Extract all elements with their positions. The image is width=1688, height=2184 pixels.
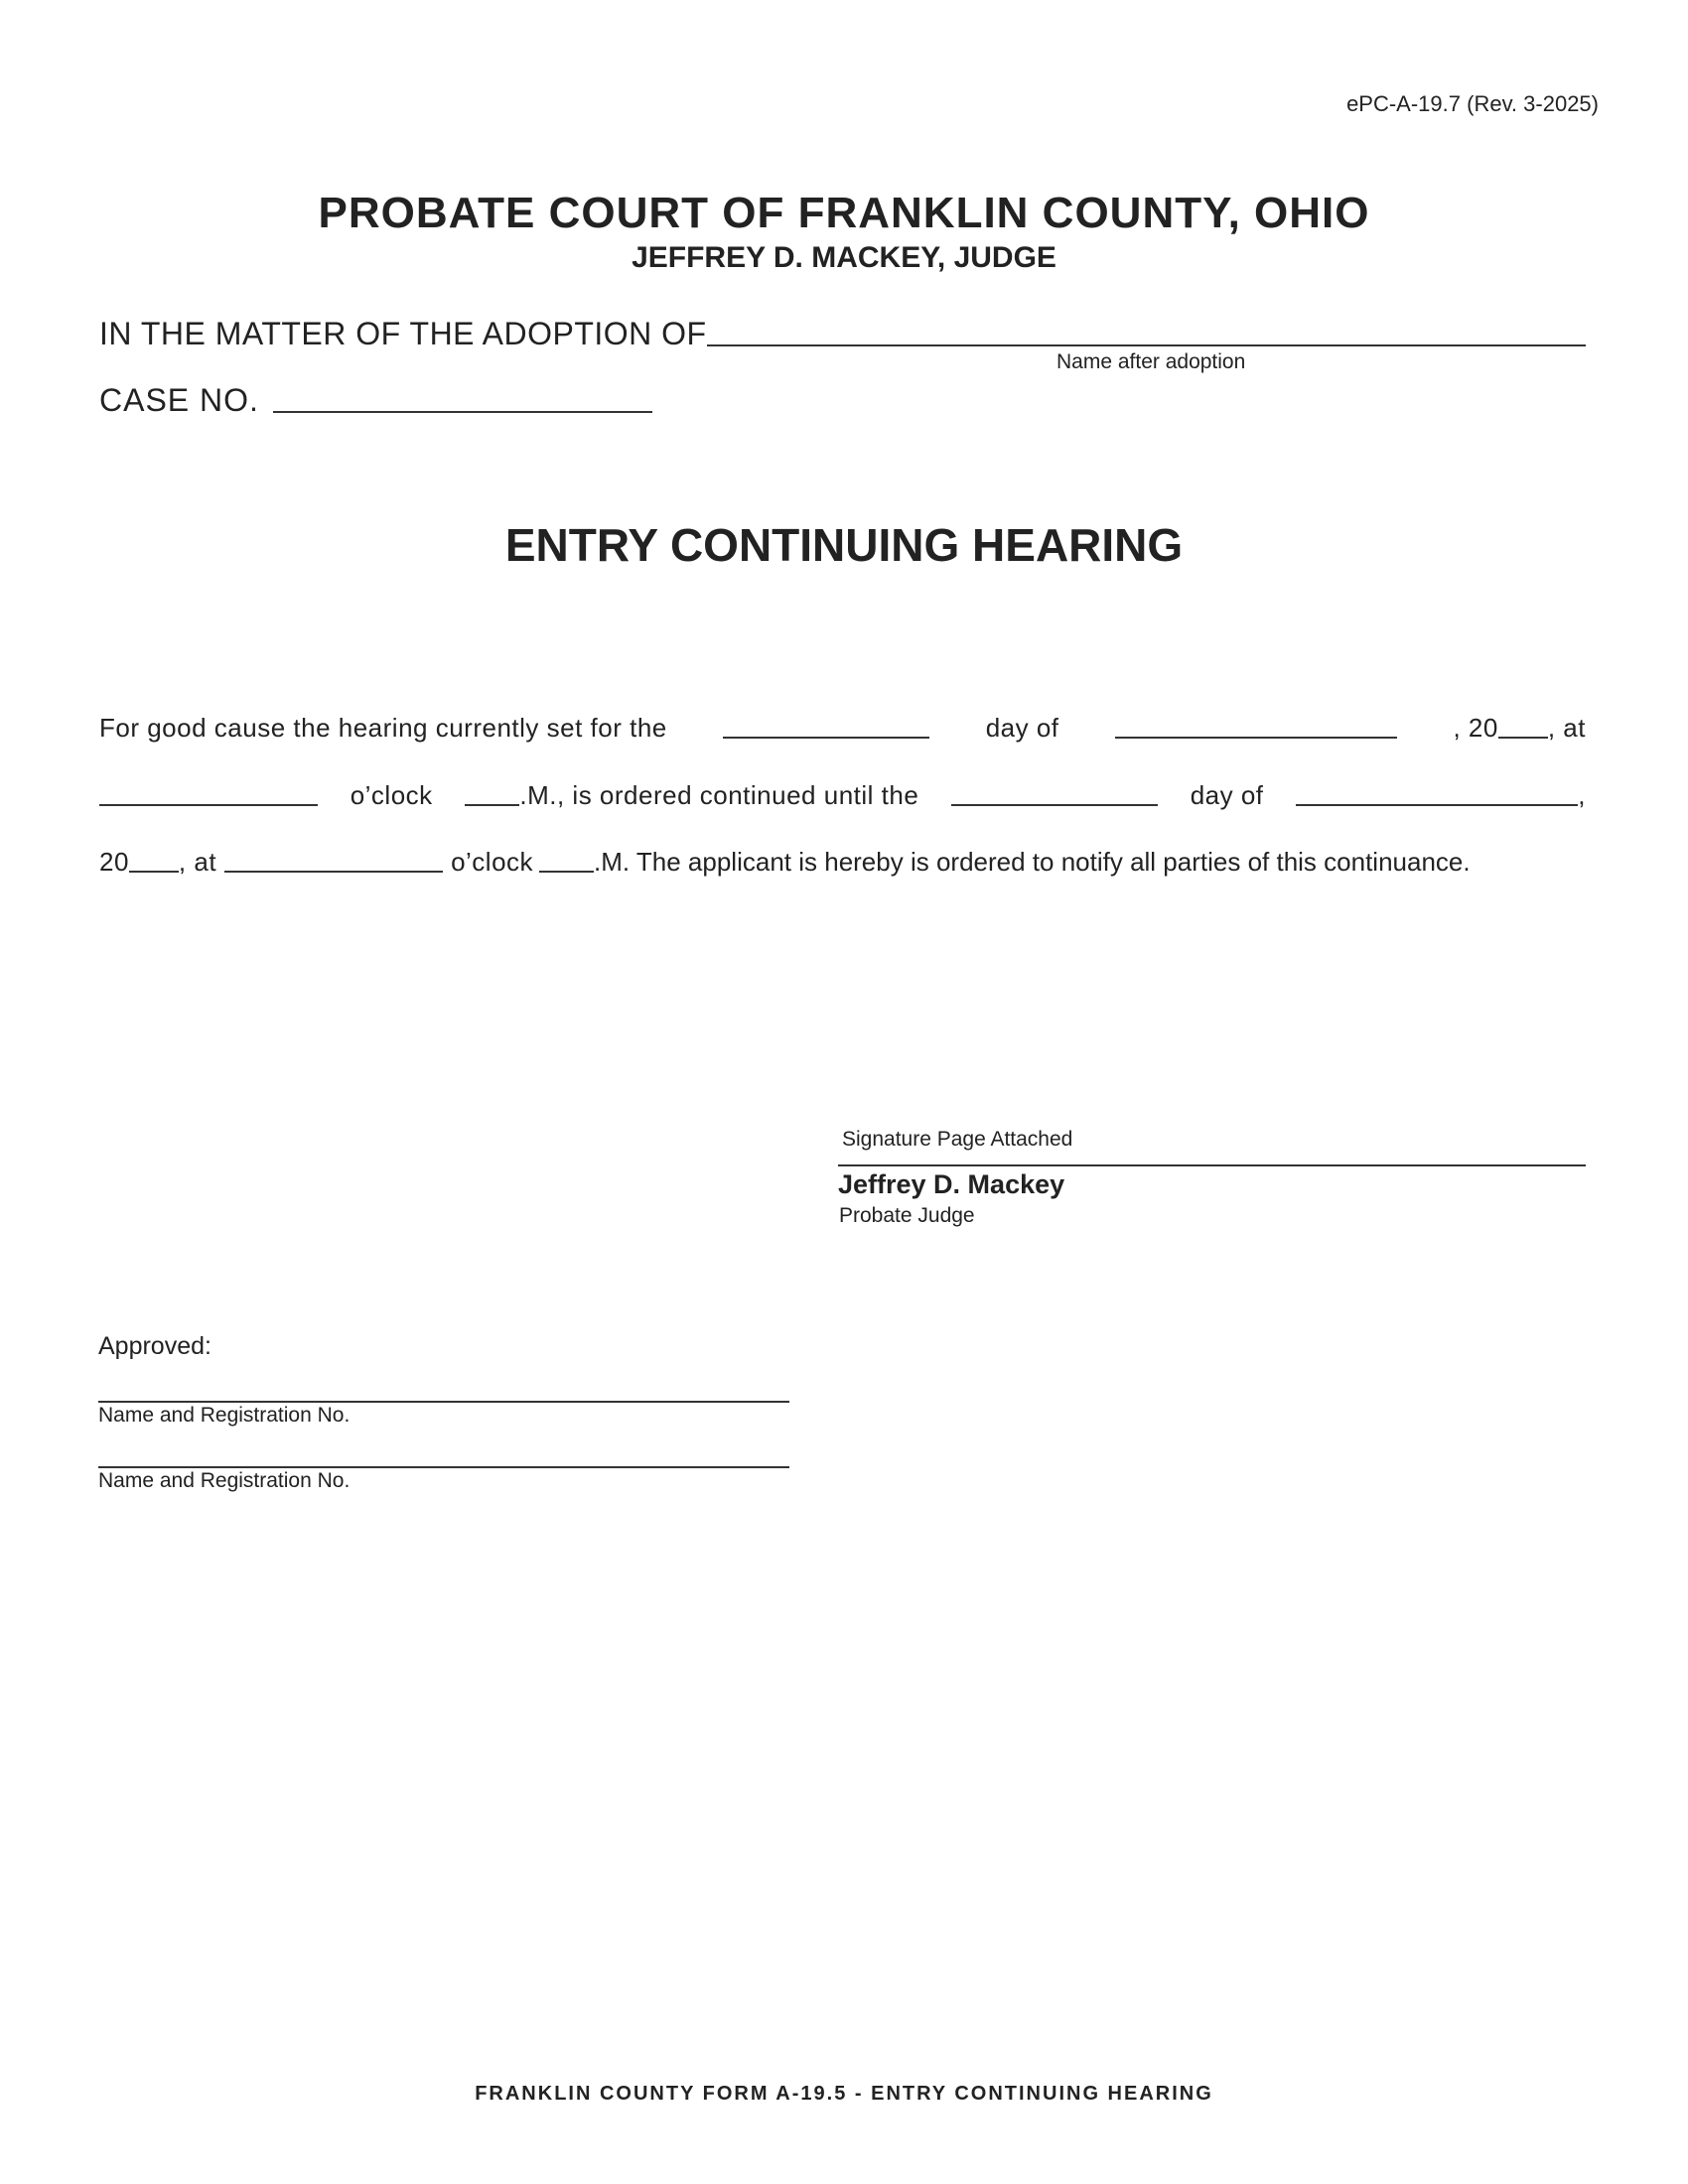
form-number: ePC-A-19.7 (Rev. 3-2025) bbox=[1346, 91, 1599, 116]
body-line-1 bbox=[99, 713, 1586, 744]
current-day-field[interactable] bbox=[723, 736, 929, 739]
judge-line: JEFFREY D. MACKEY, JUDGE bbox=[632, 241, 1056, 274]
current-ampm-field[interactable] bbox=[465, 803, 519, 806]
signature-page-attached: Signature Page Attached bbox=[842, 1128, 1073, 1151]
new-day-field[interactable] bbox=[951, 803, 1158, 806]
case-no-label: CASE NO. bbox=[99, 382, 259, 418]
body-text: , at bbox=[178, 847, 217, 877]
new-ampm-field[interactable] bbox=[539, 870, 594, 873]
current-month-field[interactable] bbox=[1115, 736, 1397, 739]
approval-name-label-1: Name and Registration No. bbox=[98, 1404, 351, 1427]
approved-label: Approved: bbox=[98, 1332, 211, 1360]
matter-label: IN THE MATTER OF THE ADOPTION OF bbox=[99, 316, 707, 351]
body-text: For good cause the hearing currently set for the bbox=[99, 713, 667, 743]
approval-signature-line-2[interactable] bbox=[98, 1466, 789, 1468]
approval-name-label-2: Name and Registration No. bbox=[98, 1469, 351, 1492]
court-title: PROBATE COURT OF FRANKLIN COUNTY, OHIO bbox=[318, 189, 1370, 237]
body-text: 20 bbox=[99, 847, 129, 877]
new-month-field[interactable] bbox=[1296, 803, 1578, 806]
body-text: o’clock bbox=[350, 780, 433, 810]
body-line-3 bbox=[99, 847, 1586, 878]
body-text: .M. The applicant is hereby is ordered to notify all parties of this continuance. bbox=[594, 847, 1471, 877]
body-text: day of bbox=[1190, 780, 1264, 810]
name-after-adoption-label: Name after adoption bbox=[1056, 350, 1246, 373]
body-text: , 20 bbox=[1453, 713, 1498, 743]
body-text: .M., is ordered continued until the bbox=[519, 780, 919, 810]
adoption-matter-row bbox=[99, 316, 1586, 352]
case-number-row bbox=[99, 382, 652, 419]
approval-signature-line-1[interactable] bbox=[98, 1401, 789, 1403]
document-heading: ENTRY CONTINUING HEARING bbox=[504, 519, 1184, 571]
current-time-field[interactable] bbox=[99, 803, 318, 806]
judge-name: Jeffrey D. Mackey bbox=[838, 1169, 1065, 1199]
new-time-field[interactable] bbox=[224, 870, 443, 873]
new-year-field[interactable] bbox=[129, 870, 179, 873]
form-footer: FRANKLIN COUNTY FORM A-19.5 - ENTRY CONTINUING HEARING bbox=[475, 2083, 1213, 2105]
judge-signature-line bbox=[838, 1164, 1586, 1166]
adoptee-name-field[interactable] bbox=[707, 343, 1586, 346]
body-text: , bbox=[1578, 780, 1586, 810]
body-line-2 bbox=[99, 780, 1586, 811]
body-text: day of bbox=[985, 713, 1059, 743]
current-year-field[interactable] bbox=[1498, 736, 1548, 739]
body-text: , at bbox=[1547, 713, 1586, 743]
judge-title: Probate Judge bbox=[839, 1204, 975, 1227]
case-number-field[interactable] bbox=[273, 410, 652, 413]
body-text: o’clock bbox=[451, 847, 534, 877]
